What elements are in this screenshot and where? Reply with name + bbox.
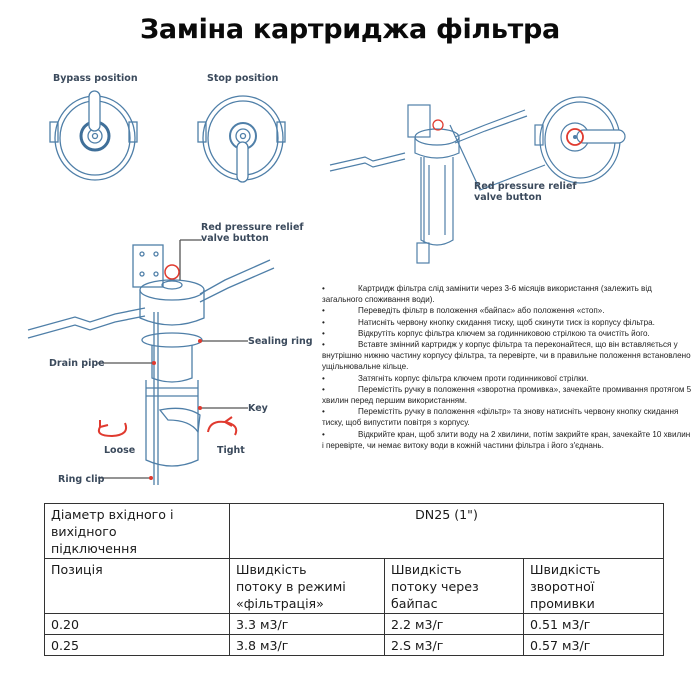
key-label: Key bbox=[248, 403, 268, 414]
table-header-cell: Позиція bbox=[45, 559, 230, 614]
instruction-item: • Перемістіть ручку в положення «фільтр» та знову натисніть червону кнопку скидання тиску, щоб випустити повітря з корпусу. bbox=[322, 407, 679, 428]
loose-label: Loose bbox=[104, 445, 136, 456]
tight-label: Tight bbox=[217, 445, 245, 456]
drain-pipe-label: Drain pipe bbox=[49, 358, 105, 369]
loose-arrow-icon bbox=[99, 420, 126, 436]
instruction-item: • Картридж фільтра слід замінити через 3-6 місяців використання (залежить від загального споживання води). bbox=[322, 284, 652, 305]
table-cell: DN25 (1") bbox=[230, 504, 664, 559]
table-cell: 2.S м3/г bbox=[385, 635, 524, 656]
spec-table bbox=[44, 503, 664, 656]
instruction-item: • Відкрутіть корпус фільтра ключем за годинниковою стрілкою та очистіть його. bbox=[322, 328, 650, 338]
table-cell: Діаметр вхідного і вихідного підключення bbox=[45, 504, 230, 559]
instructions-list bbox=[322, 283, 694, 451]
table-header-cell: Швидкість зворотної промивки bbox=[524, 559, 664, 614]
table-header-cell: Швидкість потоку в режимі «фільтрація» bbox=[230, 559, 385, 614]
sealing-ring-label: Sealing ring bbox=[248, 336, 313, 347]
relief-label-top-1: Red pressure relief bbox=[474, 181, 577, 192]
table-header-row bbox=[45, 559, 664, 614]
instruction-item: • Вставте змінний картридж у корпус фільтра та переконайтеся, що він вставляється у внутрішню нижню частину корпусу фільтра, та перевірте, чи в правильне положення встановлено ущільнювальне кільце. bbox=[322, 340, 691, 372]
instruction-item: • Переведіть фільтр в положення «байпас» або положення «стоп». bbox=[322, 306, 605, 316]
instruction-item: • Натисніть червону кнопку скидання тиску, щоб скинути тиск із корпусу фільтра. bbox=[322, 317, 655, 327]
table-cell: 2.2 м3/г bbox=[385, 614, 524, 635]
table-header-cell: Швидкість потоку через байпас bbox=[385, 559, 524, 614]
table-row bbox=[45, 614, 664, 635]
instruction-item: • Відкрийте кран, щоб злити воду на 2 хвилини, потім закрийте кран, зачекайте 10 хвилин і перевірте, чи немає витоку води в кожній частини фільтра і його з'єднань. bbox=[322, 429, 691, 450]
table-row bbox=[45, 504, 664, 559]
bypass-position-label: Bypass position bbox=[53, 73, 138, 84]
table-cell: 0.20 bbox=[45, 614, 230, 635]
stop-position-label: Stop position bbox=[207, 73, 279, 84]
instruction-item: • Перемістіть ручку в положення «зворотна промивка», зачекайте промивання протягом 5 хвилин перед першим використанням. bbox=[322, 384, 692, 406]
tight-arrow-icon bbox=[208, 417, 236, 435]
table-cell: 3.8 м3/г bbox=[230, 635, 385, 656]
stop-position-diagram bbox=[195, 88, 310, 188]
relief-label-main-1: Red pressure relief bbox=[201, 222, 304, 233]
table-cell: 0.51 м3/г bbox=[524, 614, 664, 635]
ring-clip-label: Ring clip bbox=[58, 474, 105, 485]
instruction-item: • Затягніть корпус фільтра ключем проти годинникової стрілки. bbox=[322, 373, 589, 383]
relief-label-top-2: valve button bbox=[474, 192, 542, 203]
table-cell: 0.57 м3/г bbox=[524, 635, 664, 656]
page-title: Заміна картриджа фільтра bbox=[140, 14, 560, 45]
table-row bbox=[45, 635, 664, 656]
relief-label-main-2: valve button bbox=[201, 233, 269, 244]
table-cell: 0.25 bbox=[45, 635, 230, 656]
stop-handle-icon bbox=[237, 142, 248, 182]
table-cell: 3.3 м3/г bbox=[230, 614, 385, 635]
bypass-handle-icon bbox=[89, 91, 100, 131]
bypass-position-diagram bbox=[40, 88, 155, 188]
main-filter-diagram bbox=[20, 210, 320, 495]
